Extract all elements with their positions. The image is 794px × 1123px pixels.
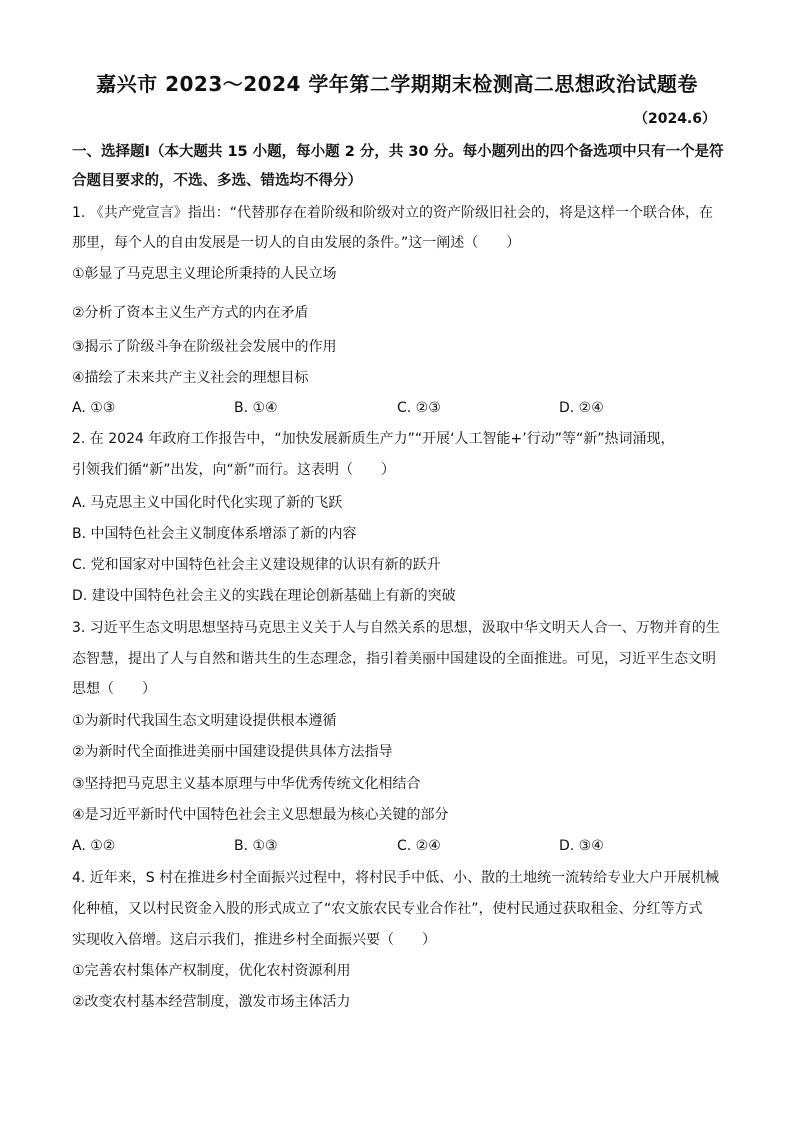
q3-stem-line2: 态智慧，提出了人与自然和谐共生的生态理念，指引着美丽中国建设的全面推进。可见，习近平生态文明	[72, 651, 716, 667]
page-title: 嘉兴市 2023～2024 学年第二学期期末检测高二思想政治试题卷	[96, 72, 698, 96]
q3-item-1: ①为新时代我国生态文明建设提供根本遵循	[72, 713, 337, 729]
q3-stem-line1: 3. 习近平生态文明思想坚持马克思主义关于人与自然关系的思想，汲取中华文明天人合一、万物并育的生	[72, 620, 720, 636]
q3-item-3: ③坚持把马克思主义基本原理与中华优秀传统文化相结合	[72, 776, 421, 792]
q2-stem-line2: 引领我们循“新”出发，向“新”而行。这表明（ ）	[72, 462, 396, 478]
q2-option-a: A. 马克思主义中国化时代化实现了新的飞跃	[72, 495, 343, 511]
q4-stem-line2: 化种植，又以村民资金入股的形式成立了“农文旅农民专业合作社”，使村民通过获取租金、分红等方式	[72, 901, 703, 917]
section-heading: 一、选择题Ⅰ（本大题共 15 小题，每小题 2 分，共 30 分。每小题列出的四个备选项中只有一个是符合题目要求的，不选、多选、错选均不得分）	[72, 144, 724, 189]
q1-stem-line2: 那里，每个人的自由发展是一切人的自由发展的条件。”这一阐述（ ）	[72, 235, 521, 251]
q2-option-c: C. 党和国家对中国特色社会主义建设规律的认识有新的跃升	[72, 557, 441, 573]
q3-options	[72, 836, 732, 856]
q1-options	[72, 398, 732, 418]
q1-option-c: C. ②③	[397, 400, 441, 416]
q3-stem-line3: 思想（ ）	[72, 681, 156, 697]
q1-option-d: D. ②④	[559, 400, 604, 416]
q1-item-2: ②分析了资本主义生产方式的内在矛盾	[72, 305, 309, 321]
q3-option-c: C. ②④	[397, 838, 441, 854]
q2-option-b: B. 中国特色社会主义制度体系增添了新的内容	[72, 526, 357, 542]
q3-item-2: ②为新时代全面推进美丽中国建设提供具体方法指导	[72, 744, 393, 760]
q3-option-a: A. ①②	[72, 838, 116, 854]
q1-option-a: A. ①③	[72, 400, 116, 416]
q1-item-3: ③揭示了阶级斗争在阶级社会发展中的作用	[72, 339, 337, 355]
q2-stem-line1: 2. 在 2024 年政府工作报告中，“加快发展新质生产力”“开展‘人工智能+’行动”等“新”热词涌现，	[72, 431, 675, 447]
q1-option-b: B. ①④	[234, 400, 278, 416]
q4-item-1: ①完善农村集体产权制度，优化农村资源利用	[72, 963, 351, 979]
q1-stem-line1: 1. 《共产党宣言》指出：“代替那存在着阶级和阶级对立的资产阶级旧社会的，将是这样一个联合体，在	[72, 205, 714, 221]
q1-item-1: ①彰显了马克思主义理论所秉持的人民立场	[72, 266, 337, 282]
q1-item-4: ④描绘了未来共产主义社会的理想目标	[72, 370, 309, 386]
q3-option-d: D. ③④	[559, 838, 604, 854]
q4-stem-line3: 实现收入倍增。这启示我们，推进乡村全面振兴要（ ）	[72, 932, 436, 948]
q3-option-b: B. ①③	[234, 838, 278, 854]
exam-date: （2024.6）	[633, 111, 716, 127]
q4-item-2: ②改变农村基本经营制度，激发市场主体活力	[72, 994, 351, 1010]
q4-stem-line1: 4. 近年来，S 村在推进乡村全面振兴过程中，将村民手中低、小、散的土地统一流转给专业大户开展机械	[72, 870, 720, 886]
q3-item-4: ④是习近平新时代中国特色社会主义思想最为核心关键的部分	[72, 807, 449, 823]
q2-option-d: D. 建设中国特色社会主义的实践在理论创新基础上有新的突破	[72, 588, 456, 604]
